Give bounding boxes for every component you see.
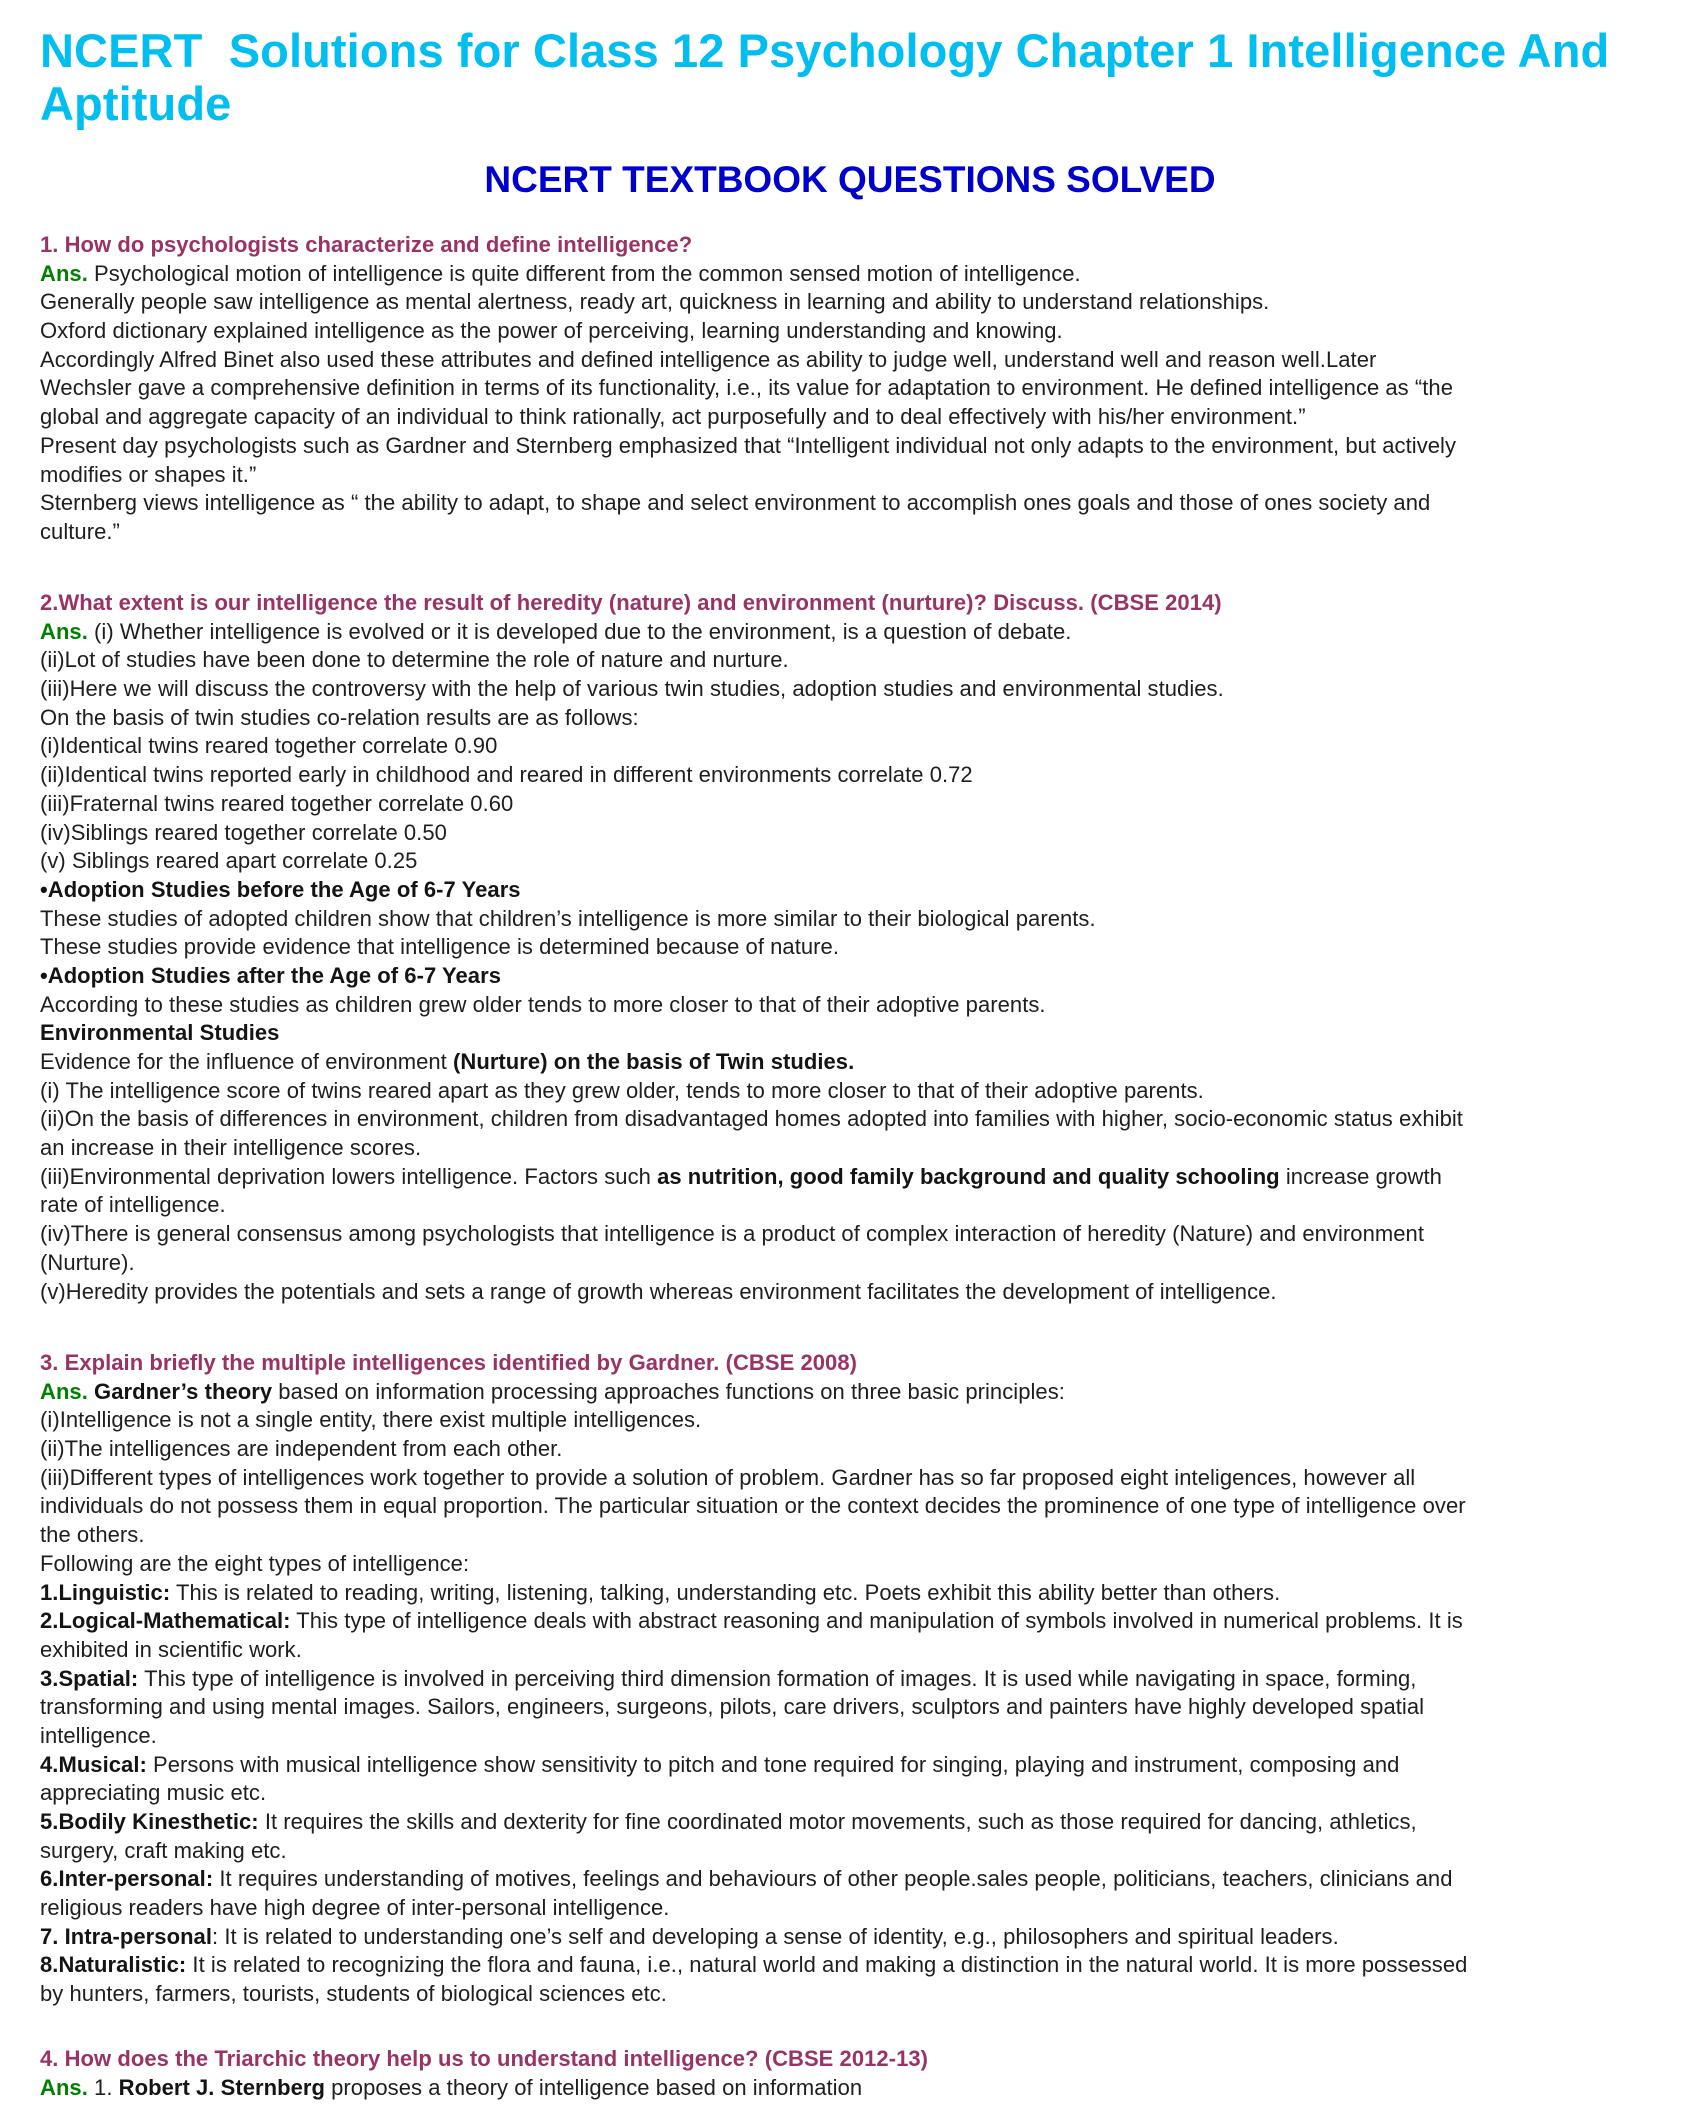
answer-label: Ans.	[40, 2074, 88, 2100]
body-line: exhibited in scientific work.	[40, 1636, 302, 1662]
body-line: (iii)Here we will discuss the controversy with the help of various twin studies, adoption studies and environmental studies.	[40, 676, 1224, 702]
question-heading: 2.What extent is our intelligence the result of heredity (nature) and environment (nurture)? Discuss. (CBSE 2014)	[40, 590, 1222, 615]
body-line: an increase in their intelligence scores.	[40, 1135, 422, 1161]
answer-line: Ans. (i) Whether intelligence is evolved or it is developed due to the environment, is a question of debate.	[40, 618, 1072, 644]
body-line: According to these studies as children grew older tends to more closer to that of their adoptive parents.	[40, 991, 1046, 1017]
correlation-item: (iii)Fraternal twins reared together correlate 0.60	[40, 790, 514, 816]
question-2	[40, 589, 1680, 1306]
body-line: by hunters, farmers, tourists, students of biological sciences etc.	[40, 1981, 667, 2007]
body-line: Accordingly Alfred Binet also used these attributes and defined intelligence as ability to judge well, understand well and reason well.Later	[40, 346, 1377, 372]
body-line: (iii)Different types of intelligences work together to provide a solution of problem. Gardner has so far proposed eight inteligences, however all	[40, 1464, 1416, 1490]
intelligence-type-naturalistic: 8.Naturalistic: It is related to recognizing the flora and fauna, i.e., natural world and making a distinction in the natural world. It is more possessed	[40, 1952, 1468, 1978]
document-title: NCERT Solutions for Class 12 Psychology Chapter 1 Intelligence And Aptitude	[40, 24, 1621, 130]
body-line: surgery, craft making etc.	[40, 1837, 287, 1863]
intelligence-type-musical: 4.Musical: Persons with musical intelligence show sensitivity to pitch and tone required for singing, playing and instrument, composing and	[40, 1751, 1400, 1777]
body-line: transforming and using mental images. Sailors, engineers, surgeons, pilots, care drivers, sculptors and painters have highly developed spatial	[40, 1694, 1425, 1720]
correlation-item: (ii)Identical twins reported early in childhood and reared in different environments correlate 0.72	[40, 762, 973, 788]
body-line: Sternberg views intelligence as “ the ability to adapt, to shape and select environment to accomplish ones goals and those of ones society and	[40, 490, 1431, 516]
answer-label: Ans.	[40, 260, 88, 286]
body-line: the others.	[40, 1522, 145, 1548]
intelligence-type-logical: 2.Logical-Mathematical: This type of intelligence deals with abstract reasoning and manipulation of symbols involved in numerical problems. It is	[40, 1608, 1463, 1634]
body-line: Oxford dictionary explained intelligence as the power of perceiving, learning understanding and knowing.	[40, 318, 1063, 344]
subheading-adoption-after: •Adoption Studies after the Age of 6-7 Years	[40, 962, 501, 988]
correlation-item: (i)Identical twins reared together correlate 0.90	[40, 733, 498, 759]
body-line: (iii)Environmental deprivation lowers intelligence. Factors such as nutrition, good family background and quality schooling increase growth	[40, 1163, 1442, 1189]
correlation-item: (iv)Siblings reared together correlate 0.50	[40, 819, 447, 845]
intelligence-type-linguistic: 1.Linguistic: This is related to reading, writing, listening, talking, understanding etc. Poets exhibit this ability better than others.	[40, 1579, 1281, 1605]
answer-label: Ans.	[40, 1378, 88, 1404]
body-line: On the basis of twin studies co-relation results are as follows:	[40, 704, 639, 730]
body-line: appreciating music etc.	[40, 1780, 267, 1806]
body-line: rate of intelligence.	[40, 1192, 226, 1218]
intelligence-type-spatial: 3.Spatial: This type of intelligence is involved in perceiving third dimension formation of images. It is used while navigating in space, forming,	[40, 1665, 1417, 1691]
body-line: These studies of adopted children show that children’s intelligence is more similar to their biological parents.	[40, 905, 1096, 931]
answer-line: Ans. Psychological motion of intelligence is quite different from the common sensed motion of intelligence.	[40, 260, 1081, 286]
answer-line: Ans. Gardner’s theory based on information processing approaches functions on three basic principles:	[40, 1378, 1065, 1404]
body-line: global and aggregate capacity of an individual to think rationally, act purposefully and to deal effectively with his/her environment.”	[40, 404, 1306, 430]
intelligence-type-bodily-kinesthetic: 5.Bodily Kinesthetic: It requires the skills and dexterity for fine coordinated motor movements, such as those required for dancing, athletics,	[40, 1809, 1417, 1834]
question-heading: 4. How does the Triarchic theory help us to understand intelligence? (CBSE 2012-13)	[40, 2046, 929, 2071]
body-line: (Nurture).	[40, 1249, 135, 1275]
body-line: Evidence for the influence of environment (Nurture) on the basis of Twin studies.	[40, 1049, 855, 1074]
body-line: individuals do not possess them in equal proportion. The particular situation or the context decides the prominence of one type of intelligence over	[40, 1493, 1466, 1519]
body-line: Generally people saw intelligence as mental alertness, ready art, quickness in learning and ability to understand relationships.	[40, 289, 1270, 315]
body-line: (ii)On the basis of differences in environment, children from disadvantaged homes adopted into families with higher, socio-economic status exhibit	[40, 1106, 1463, 1132]
question-3	[40, 1349, 1680, 2009]
intelligence-type-intra-personal: 7. Intra-personal: It is related to understanding one’s self and developing a sense of identity, e.g., philosophers and spiritual leaders.	[40, 1923, 1339, 1949]
question-heading: 3. Explain briefly the multiple intelligences identified by Gardner. (CBSE 2008)	[40, 1350, 857, 1375]
answer-line: Ans. 1. Robert J. Sternberg proposes a theory of intelligence based on information	[40, 2074, 863, 2100]
body-line: (iv)There is general consensus among psychologists that intelligence is a product of complex interaction of heredity (Nature) and environment	[40, 1221, 1424, 1247]
question-heading: 1. How do psychologists characterize and define intelligence?	[40, 232, 693, 257]
body-line: Wechsler gave a comprehensive definition in terms of its functionality, i.e., its value for adaptation to environment. He defined intelligence as “the	[40, 375, 1453, 401]
body-line: culture.”	[40, 518, 120, 544]
question-4	[40, 2045, 1680, 2102]
body-line: (ii)Lot of studies have been done to determine the role of nature and nurture.	[40, 647, 789, 673]
body-line: religious readers have high degree of inter-personal intelligence.	[40, 1895, 670, 1921]
subheading-environmental: Environmental Studies	[40, 1020, 280, 1046]
intelligence-type-inter-personal: 6.Inter-personal: It requires understanding of motives, feelings and behaviours of other people.sales people, politicians, teachers, clinicians and	[40, 1866, 1453, 1892]
body-line: intelligence.	[40, 1722, 157, 1748]
body-line: These studies provide evidence that intelligence is determined because of nature.	[40, 934, 839, 960]
body-line: Present day psychologists such as Gardner and Sternberg emphasized that “Intelligent individual not only adapts to the environment, but actively	[40, 432, 1457, 458]
correlation-item: (v) Siblings reared apart correlate 0.25	[40, 848, 418, 874]
body-line: (i) The intelligence score of twins reared apart as they grew older, tends to more closer to that of their adoptive parents.	[40, 1077, 1204, 1103]
body-line: (v)Heredity provides the potentials and sets a range of growth whereas environment facilitates the development of intelligence.	[40, 1278, 1277, 1304]
body-line: Following are the eight types of intelligence:	[40, 1550, 470, 1576]
subheading-adoption-before: •Adoption Studies before the Age of 6-7 Years	[40, 876, 521, 902]
body-line: modifies or shapes it.”	[40, 461, 257, 487]
answer-label: Ans.	[40, 618, 88, 644]
body-line: (i)Intelligence is not a single entity, there exist multiple intelligences.	[40, 1407, 702, 1433]
body-line: (ii)The intelligences are independent from each other.	[40, 1436, 563, 1462]
section-subtitle: NCERT TEXTBOOK QUESTIONS SOLVED	[484, 159, 1216, 200]
question-1	[40, 231, 1680, 547]
